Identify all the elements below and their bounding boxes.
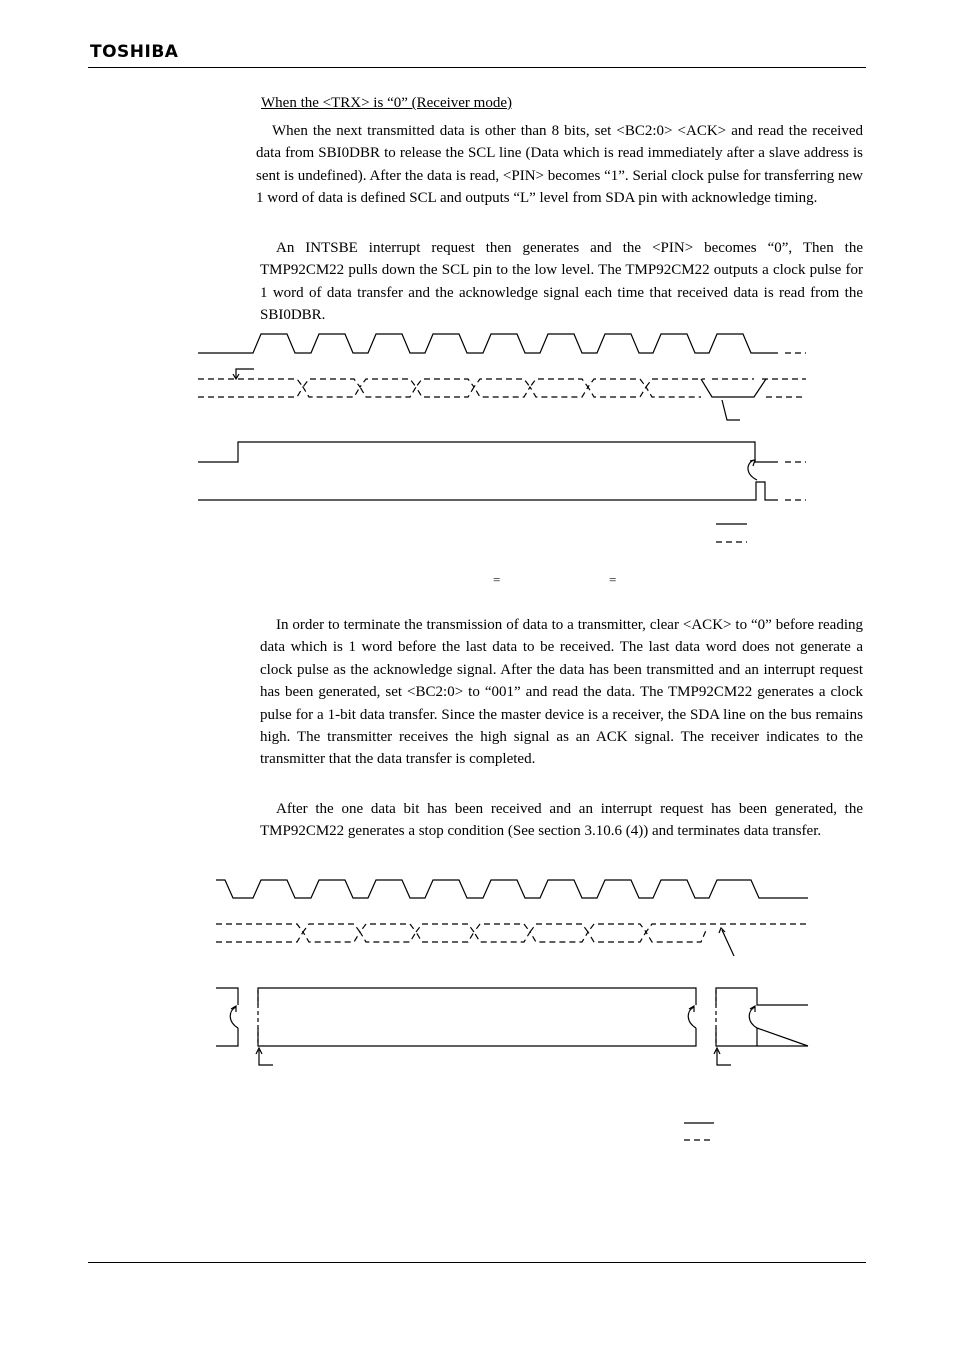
- intsbe-waveform-2: [216, 1028, 808, 1046]
- sda-waveform-2: [216, 924, 808, 932]
- pin-waveform-2: [216, 988, 808, 1005]
- toshiba-logo: TOSHIBA: [90, 42, 179, 62]
- paragraph-4: After the one data bit has been received and an interrupt request has been generated, the TMP92CM22 generates a stop condition (See section 3.10.6 (4)) and terminates data transfer.: [260, 801, 863, 840]
- paragraph-3: In order to terminate the transmission of data to a transmitter, clear <ACK> to “0” before reading data which is 1 word before the last data to be received. The last data word does not generate a clock pulse as the acknowledge signal. After the data has been transmitted and an interrupt request has been generated, set <BC2:0> to “001” and read the data. The TMP92CM22 generates a clock pulse for a 1-bit data transfer. Since the master device is a receiver, the SDA line on the bus remains high. The transmitter receives the high signal as an ACK signal. The receiver indicates to the transmitter that the data transfer is completed.: [260, 617, 863, 768]
- paragraph-1: When the next transmitted data is other than 8 bits, set <BC2:0> <ACK> and read the received data from SBI0DBR to release the SCL line (Data which is read immediately after a slave address is sent is undefined). After the data is read, <PIN> becomes “1”. Serial clock pulse for transferring new 1 word of data is defined SCL and outputs “L” level from SDA pin with acknowledge timing.: [256, 123, 863, 207]
- scl-waveform-2: [216, 880, 808, 898]
- section-heading: When the <TRX> is “0” (Receiver mode): [261, 95, 512, 111]
- timing-diagram-terminate: [205, 865, 820, 1150]
- timing-diagram-receive: [190, 325, 820, 555]
- intsbe-waveform: [198, 482, 778, 500]
- header-rule: [88, 67, 866, 68]
- footer-rule: [88, 1262, 866, 1263]
- pin-waveform: [198, 442, 778, 462]
- paragraph-2: An INTSBE interrupt request then generates and the <PIN> becomes “0”, Then the TMP92CM22 pulls down the SCL pin to the low level. The TMP92CM22 outputs a clock pulse for 1 word of data transfer and the acknowledge signal each time that received data is read from the SBI0DBR.: [260, 240, 863, 324]
- legend-equals-right: =: [609, 572, 617, 587]
- scl-waveform: [198, 334, 778, 353]
- legend-equals-left: =: [493, 572, 501, 587]
- sda-waveform: [198, 379, 806, 387]
- ack-low: [701, 379, 766, 397]
